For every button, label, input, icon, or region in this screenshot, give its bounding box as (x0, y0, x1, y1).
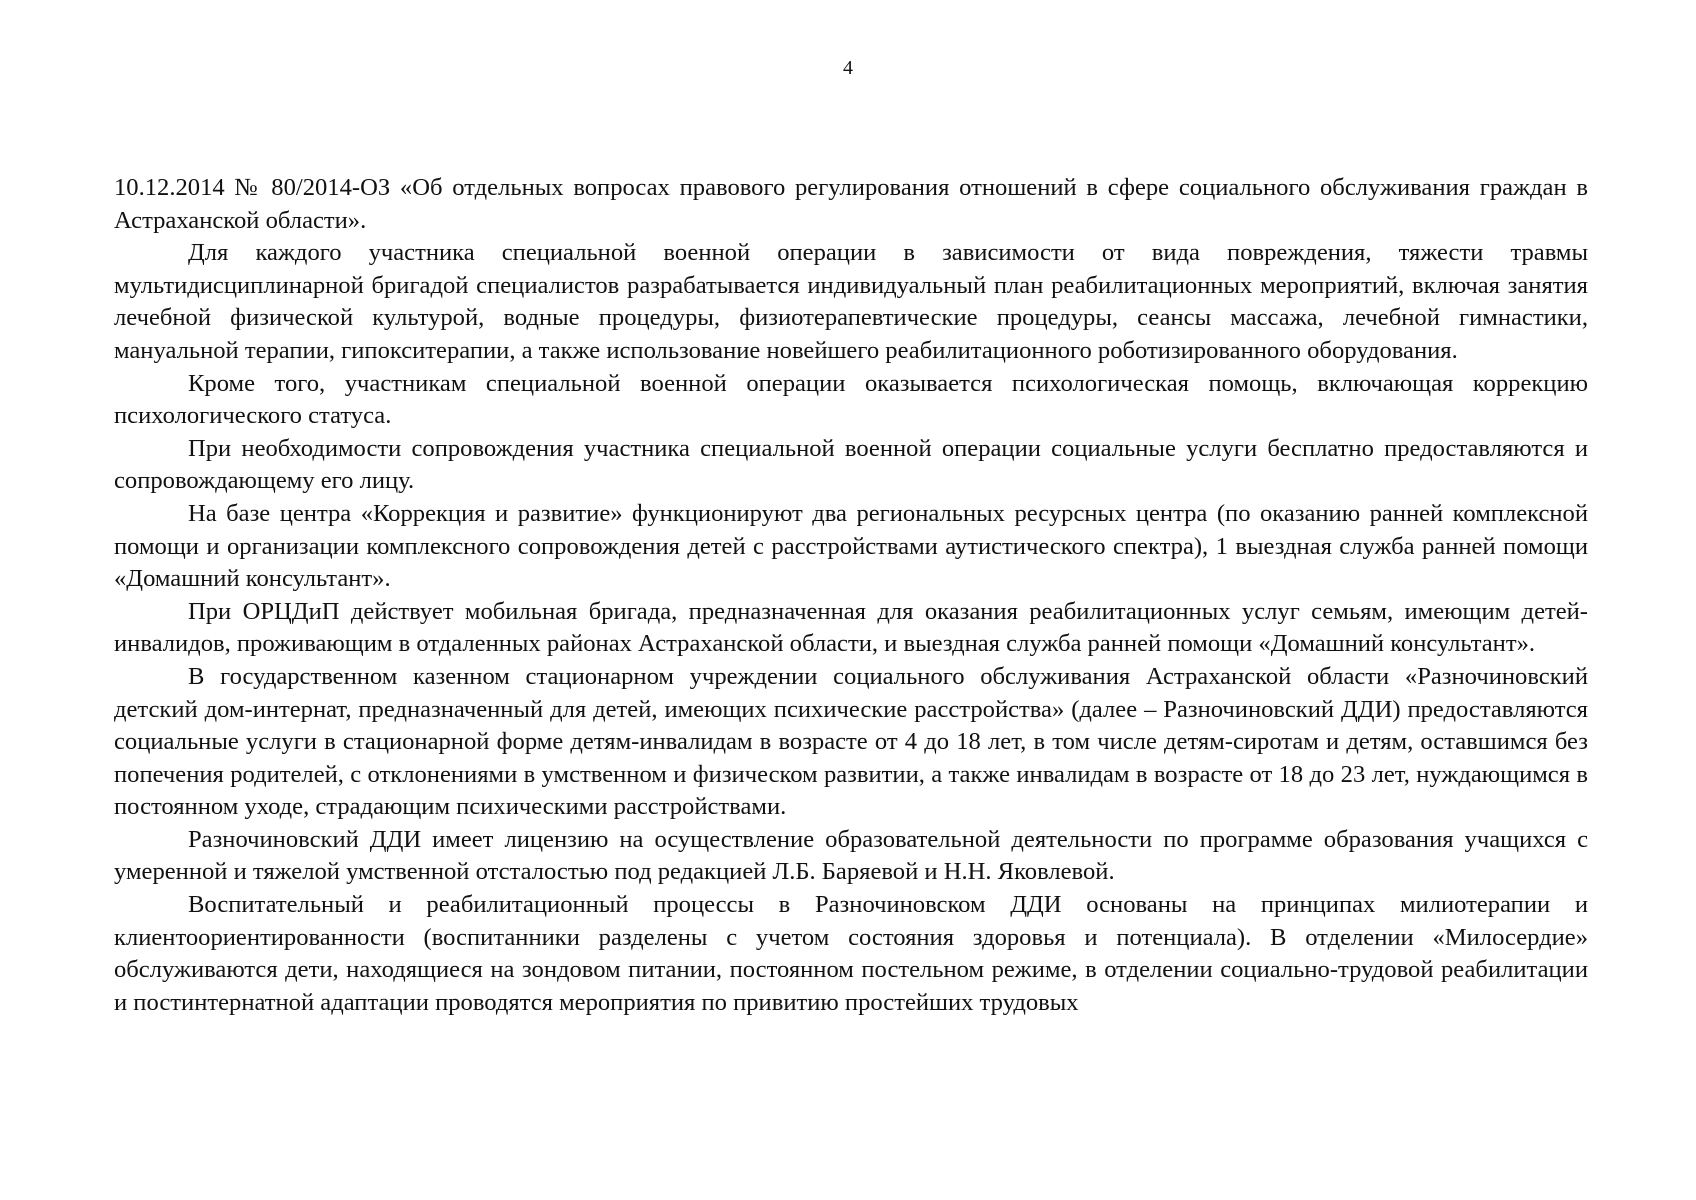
page-number: 4 (843, 57, 853, 79)
paragraph-resource-centers: На базе центра «Коррекция и развитие» функционируют два региональных ресурсных центра (по оказанию ранней комплексной помощи и организации комплексного сопровождения детей с расстройствами аутистического спектра), 1 выездная служба ранней помощи «Домашний консультант». (114, 499, 1588, 593)
paragraph-upbringing-process: Воспитательный и реабилитационный процессы в Разночиновском ДДИ основаны на принципах милиотерапии и клиентоориентированности (воспитанники разделены с учетом состояния здоровья и потенциала). В отделении «Милосердие» обслуживаются дети, находящиеся на зондовом питании, постоянном постельном режиме, в отделении социально-трудовой реабилитации и постинтернатной адаптации проводятся мероприятия по привитию простейших трудовых (114, 891, 1588, 1016)
paragraph-raznochinovsky-ddi: В государственном казенном стационарном учреждении социального обслуживания Астраханской области «Разночиновский детский дом-интернат, предназначенный для детей, имеющих психические расстройства» (далее – Разночиновский ДДИ) предоставляются социальные услуги в стационарной форме детям-инвалидам в возрасте от 4 до 18 лет, в том числе детям-сиротам и детям, оставшимся без попечения родителей, с отклонениями в умственном и физическом развитии, а также инвалидам в возрасте от 18 до 23 лет, нуждающимся в постоянном уходе, страдающим психическими расстройствами. (114, 662, 1588, 821)
document-body (114, 172, 1588, 1019)
paragraph-education-license: Разночиновский ДДИ имеет лицензию на осуществление образовательной деятельности по программе образования учащихся с умеренной и тяжелой умственной отсталостью под редакцией Л.Б. Баряевой и Н.Н. Яковлевой. (114, 825, 1588, 886)
paragraph-rehabilitation-plan: Для каждого участника специальной военной операции в зависимости от вида повреждения, тяжести травмы мультидисциплинарной бригадой специалистов разрабатывается индивидуальный план реабилитационных мероприятий, включая занятия лечебной физической культурой, водные процедуры, физиотерапевтические процедуры, сеансы массажа, лечебной гимнастики, мануальной терапии, гипокситерапии, а также использование новейшего реабилитационного роботизированного оборудования. (114, 239, 1588, 364)
paragraph-psychological-help: Кроме того, участникам специальной военной операции оказывается психологическая помощь, включающая коррекцию психологического статуса. (114, 369, 1588, 430)
paragraph-law-reference: 10.12.2014 № 80/2014-ОЗ «Об отдельных вопросах правового регулирования отношений в сфере социального обслуживания граждан в Астраханской области». (114, 174, 1588, 234)
paragraph-mobile-team: При ОРЦДиП действует мобильная бригада, предназначенная для оказания реабилитационных услуг семьям, имеющим детей-инвалидов, проживающим в отдаленных районах Астраханской области, и выездная служба ранней помощи «Домашний консультант». (114, 597, 1588, 658)
paragraph-accompanying-person: При необходимости сопровождения участника специальной военной операции социальные услуги бесплатно предоставляются и сопровождающему его лицу. (114, 434, 1588, 495)
